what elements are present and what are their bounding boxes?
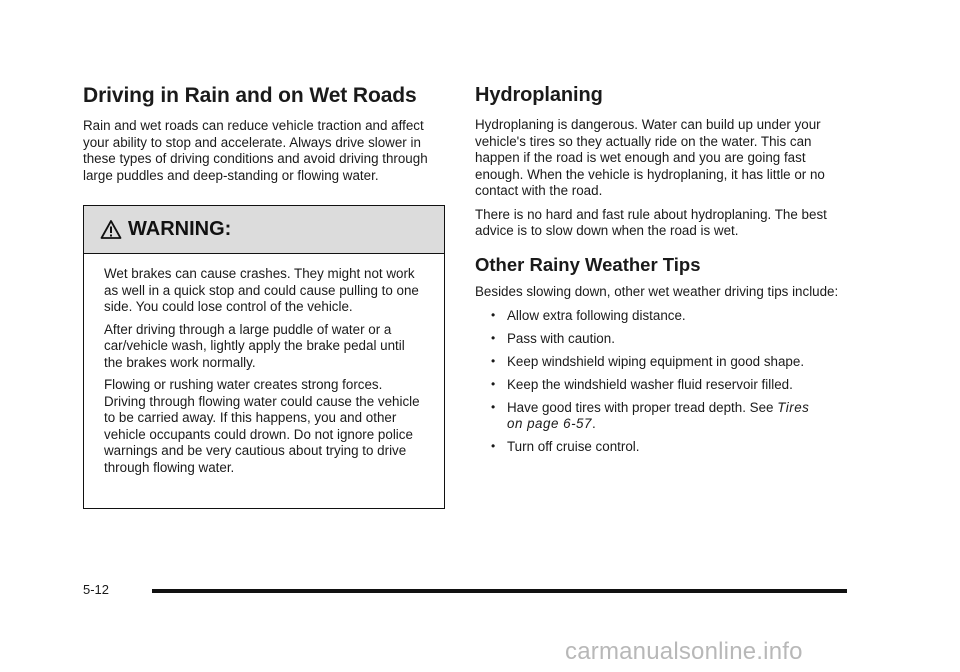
- bullet-icon: •: [491, 377, 496, 391]
- hydroplaning-paragraph: Hydroplaning is dangerous. Water can build up under your vehicle's tires so they actually ride on the water. This can happen if the road is wet enough and you are going fast enough. When the vehicle is hydroplaning, it has little or no contact with the road.: [475, 117, 825, 198]
- list-item: [475, 377, 855, 393]
- list-item: [475, 308, 855, 324]
- left-column: [83, 84, 448, 184]
- hydroplaning-paragraph: There is no hard and fast rule about hydroplaning. The best advice is to slow down when the road is wet.: [475, 206, 827, 238]
- tires-page-reference[interactable]: on page 6-57: [507, 416, 592, 431]
- bullet-icon: •: [491, 354, 496, 368]
- list-item-text: Have good tires with proper tread depth. See: [507, 400, 778, 415]
- list-item-text: Turn off cruise control.: [507, 439, 640, 454]
- list-item: [475, 354, 855, 370]
- warning-header: [84, 206, 444, 254]
- tires-reference-link[interactable]: Tires: [777, 400, 810, 415]
- intro-paragraph: Rain and wet roads can reduce vehicle traction and affect your ability to stop and accelerate. Always drive slower in these types of driving conditions and avoid driving through large puddles and deep-standing or flowing water.: [83, 118, 428, 183]
- tips-title: Other Rainy Weather Tips: [475, 253, 701, 275]
- tips-intro: Besides slowing down, other wet weather driving tips include:: [475, 283, 839, 299]
- section-title: Driving in Rain and on Wet Roads: [83, 84, 417, 107]
- list-item-text: Keep the windshield washer fluid reservoir filled.: [507, 377, 793, 392]
- list-item: [475, 331, 855, 347]
- footer-divider: [152, 589, 847, 593]
- list-item: [475, 400, 855, 432]
- watermark: carmanualsonline.info: [565, 638, 803, 665]
- list-item-text: Pass with caution.: [507, 331, 615, 346]
- list-item-text: Keep windshield wiping equipment in good shape.: [507, 354, 805, 369]
- warning-title: WARNING:: [128, 218, 232, 240]
- list-item: [475, 439, 855, 455]
- hydroplaning-title: Hydroplaning: [475, 84, 603, 106]
- warning-paragraph: After driving through a large puddle of water or a car/vehicle wash, lightly apply the brake pedal until the brakes work normally.: [104, 321, 405, 370]
- bullet-icon: •: [491, 308, 496, 322]
- tips-list: [475, 308, 855, 455]
- page-number: 5-12: [83, 582, 110, 597]
- warning-box: [83, 205, 445, 509]
- bullet-icon: •: [491, 400, 496, 414]
- bullet-icon: •: [491, 331, 496, 345]
- right-column: [475, 84, 855, 462]
- warning-paragraph: Flowing or rushing water creates strong forces. Driving through flowing water could cause the vehicle to be carried away. If this happens, you and other vehicle occupants could drown. Do not ignore police warnings and be very cautious about trying to drive through flowing water.: [104, 377, 420, 475]
- reference-suffix: .: [591, 416, 596, 431]
- list-item-text: Allow extra following distance.: [507, 308, 686, 323]
- warning-body: [84, 254, 444, 476]
- warning-triangle-icon: [100, 219, 122, 241]
- bullet-icon: •: [491, 439, 496, 453]
- warning-paragraph: Wet brakes can cause crashes. They might not work as well in a quick stop and could cause pulling to one side. You could lose control of the vehicle.: [104, 266, 419, 314]
